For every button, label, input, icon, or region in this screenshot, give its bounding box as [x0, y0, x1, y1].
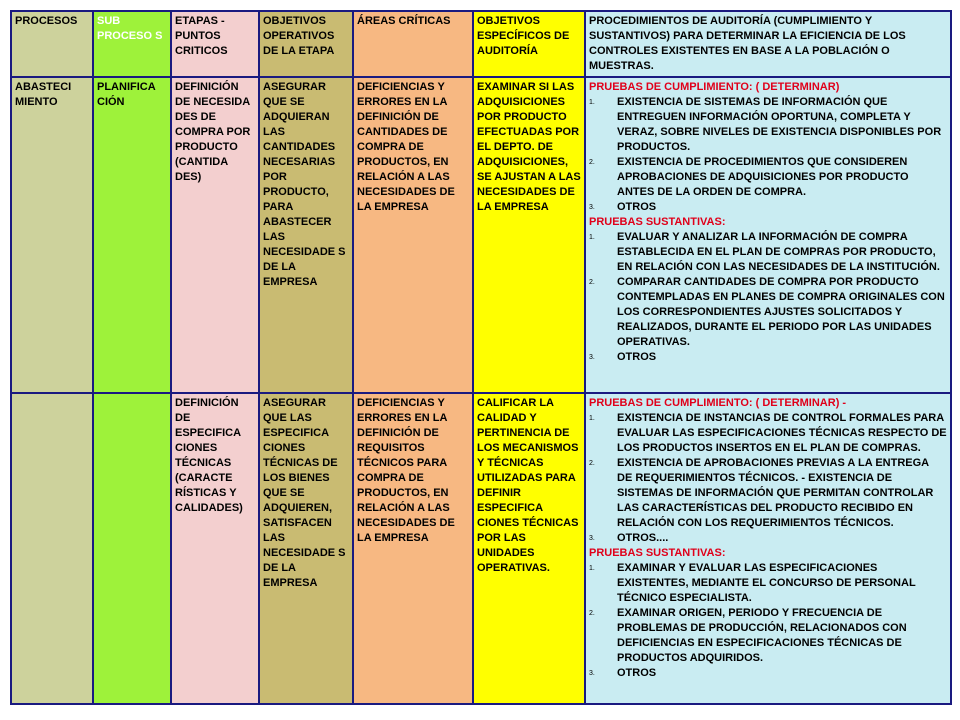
- cell-etapa: DEFINICIÓN DE NECESIDA DES DE COMPRA POR PRODUCTO (CANTIDA DES): [171, 77, 259, 393]
- list-item: [589, 606, 947, 666]
- header-areas-criticas: ÁREAS CRÍTICAS: [353, 11, 473, 77]
- list-text: OTROS: [617, 667, 657, 679]
- list-item: [589, 666, 947, 681]
- header-row: [11, 11, 951, 77]
- cell-objetivo-especifico: CALIFICAR LA CALIDAD Y PERTINENCIA DE LOS MECANISMOS Y TÉCNICAS UTILIZADAS PARA DEFINIR ESPECIFICA CIONES TÉCNICAS POR LAS UNIDADES OPERATIVAS.: [473, 393, 585, 704]
- cell-procedimientos: [585, 77, 951, 393]
- header-procedimientos: PROCEDIMIENTOS DE AUDITORÍA (CUMPLIMIENTO Y SUSTANTIVOS) PARA DETERMINAR LA EFICIENCIA DE LOS CONTROLES EXISTENTES EN BASE A LA POBLACIÓN O MUESTRAS.: [585, 11, 951, 77]
- list-number: 3.: [589, 354, 595, 361]
- list-number: 2.: [589, 159, 595, 166]
- cumplimiento-list: [589, 411, 947, 546]
- table-row: [11, 393, 951, 704]
- list-text: EXISTENCIA DE APROBACIONES PREVIAS A LA ENTREGA DE REQUERIMIENTOS TÉCNICOS. - EXISTENCIA DE SISTEMAS DE INFORMACIÓN QUE PERMITAN CONTROLAR LAS CARACTERÍSTICAS DEL PRODUCTO RECIBIDO EN RELACIÓN CON LOS REQUERIMIENTOS TÉCNICOS.: [617, 457, 934, 529]
- list-number: 2.: [589, 460, 595, 467]
- list-number: 2.: [589, 610, 595, 617]
- list-number: 1.: [589, 565, 595, 572]
- list-text: EXISTENCIA DE INSTANCIAS DE CONTROL FORMALES PARA EVALUAR LAS ESPECIFICACIONES TÉCNICAS RESPECTO DE LOS PRODUCTOS INSERTOS EN EL PLAN DE COMPRAS.: [617, 412, 947, 454]
- list-number: 2.: [589, 279, 595, 286]
- audit-table: [10, 10, 952, 705]
- list-item: [589, 230, 947, 275]
- list-text: OTROS: [617, 201, 657, 213]
- list-item: [589, 155, 947, 200]
- cell-area-critica: DEFICIENCIAS Y ERRORES EN LA DEFINICIÓN DE CANTIDADES DE COMPRA DE PRODUCTOS, EN RELACIÓN A LAS NECESIDADES DE LA EMPRESA: [353, 77, 473, 393]
- sustantivas-title: PRUEBAS SUSTANTIVAS:: [589, 547, 726, 559]
- list-number: 3.: [589, 670, 595, 677]
- cell-objetivo-operativo: ASEGURAR QUE LAS ESPECIFICA CIONES TÉCNICAS DE LOS BIENES QUE SE ADQUIEREN, SATISFACEN LAS NECESIDADE S DE LA EMPRESA: [259, 393, 353, 704]
- header-procesos: PROCESOS: [11, 11, 93, 77]
- list-text: EXAMINAR ORIGEN, PERIODO Y FRECUENCIA DE PROBLEMAS DE PRODUCCIÓN, RELACIONADOS CON DEFICIENCIAS EN ESPECIFICACIONES TÉCNICAS DE PRODUCTOS ADQUIRIDOS.: [617, 607, 907, 664]
- list-text: EVALUAR Y ANALIZAR LA INFORMACIÓN DE COMPRA ESTABLECIDA EN EL PLAN DE COMPRAS POR PRODUCTO, EN RELACIÓN CON LAS NECESIDADES DE LA INSTITUCIÓN.: [617, 231, 940, 273]
- header-objetivos-especificos: OBJETIVOS ESPECÍFICOS DE AUDITORÍA: [473, 11, 585, 77]
- list-item: [589, 350, 947, 365]
- list-text: OTROS: [617, 351, 657, 363]
- cell-objetivo-especifico: EXAMINAR SI LAS ADQUISICIONES POR PRODUCTO EFECTUADAS POR EL DEPTO. DE ADQUISICIONES, SE AJUSTAN A LAS NECESIDADES DE LA EMPRESA: [473, 77, 585, 393]
- table-row: [11, 77, 951, 393]
- cumplimiento-title: PRUEBAS DE CUMPLIMIENTO: ( DETERMINAR): [589, 81, 840, 93]
- list-text: EXISTENCIA DE PROCEDIMIENTOS QUE CONSIDEREN APROBACIONES DE ADQUISICIONES POR PRODUCTO ANTES DE LA ORDEN DE COMPRA.: [617, 156, 909, 198]
- cell-subproceso: [93, 393, 171, 704]
- list-item: [589, 411, 947, 456]
- list-text: EXAMINAR Y EVALUAR LAS ESPECIFICACIONES EXISTENTES, MEDIANTE EL CONCURSO DE PERSONAL TÉCNICO ESPECIALISTA.: [617, 562, 916, 604]
- list-item: [589, 561, 947, 606]
- list-number: 3.: [589, 535, 595, 542]
- cell-etapa: DEFINICIÓN DE ESPECIFICA CIONES TÉCNICAS (CARACTE RÍSTICAS Y CALIDADES): [171, 393, 259, 704]
- list-item: [589, 531, 947, 546]
- cumplimiento-list: [589, 95, 947, 215]
- list-text: EXISTENCIA DE SISTEMAS DE INFORMACIÓN QUE ENTREGUEN INFORMACIÓN OPORTUNA, COMPLETA Y VERAZ, SOBRE NIVELES DE EXISTENCIA DISPONIBLES POR PRODUCTOS.: [617, 96, 942, 153]
- cell-proceso: ABASTECI MIENTO: [11, 77, 93, 393]
- list-number: 1.: [589, 234, 595, 241]
- list-number: 1.: [589, 99, 595, 106]
- cell-area-critica: DEFICIENCIAS Y ERRORES EN LA DEFINICIÓN DE REQUISITOS TÉCNICOS PARA COMPRA DE PRODUCTOS, EN RELACIÓN A LAS NECESIDADES DE LA EMPRESA: [353, 393, 473, 704]
- header-etapas: ETAPAS - PUNTOS CRITICOS: [171, 11, 259, 77]
- list-item: [589, 456, 947, 531]
- cell-subproceso: PLANIFICA CIÓN: [93, 77, 171, 393]
- sustantivas-title: PRUEBAS SUSTANTIVAS:: [589, 216, 726, 228]
- list-text: OTROS....: [617, 532, 669, 544]
- list-number: 1.: [589, 415, 595, 422]
- cell-proceso: [11, 393, 93, 704]
- header-subproceso: SUB PROCESO S: [93, 11, 171, 77]
- cell-procedimientos: [585, 393, 951, 704]
- sustantivas-list: [589, 230, 947, 365]
- list-text: COMPARAR CANTIDADES DE COMPRA POR PRODUCTO CONTEMPLADAS EN PLANES DE COMPRA ORIGINALES CON LOS CORRESPONDIENTES AJUSTES SOLICITADOS Y REALIZADOS, DURANTE EL PERIODO POR LAS UNIDADES OPERATIVAS.: [617, 276, 945, 348]
- sustantivas-list: [589, 561, 947, 681]
- cumplimiento-title: PRUEBAS DE CUMPLIMIENTO: ( DETERMINAR) -: [589, 397, 847, 409]
- list-number: 3.: [589, 204, 595, 211]
- cell-objetivo-operativo: ASEGURAR QUE SE ADQUIERAN LAS CANTIDADES NECESARIAS POR PRODUCTO, PARA ABASTECER LAS NECESIDADE S DE LA EMPRESA: [259, 77, 353, 393]
- list-item: [589, 95, 947, 155]
- list-item: [589, 200, 947, 215]
- list-item: [589, 275, 947, 350]
- header-objetivos-operativos: OBJETIVOS OPERATIVOS DE LA ETAPA: [259, 11, 353, 77]
